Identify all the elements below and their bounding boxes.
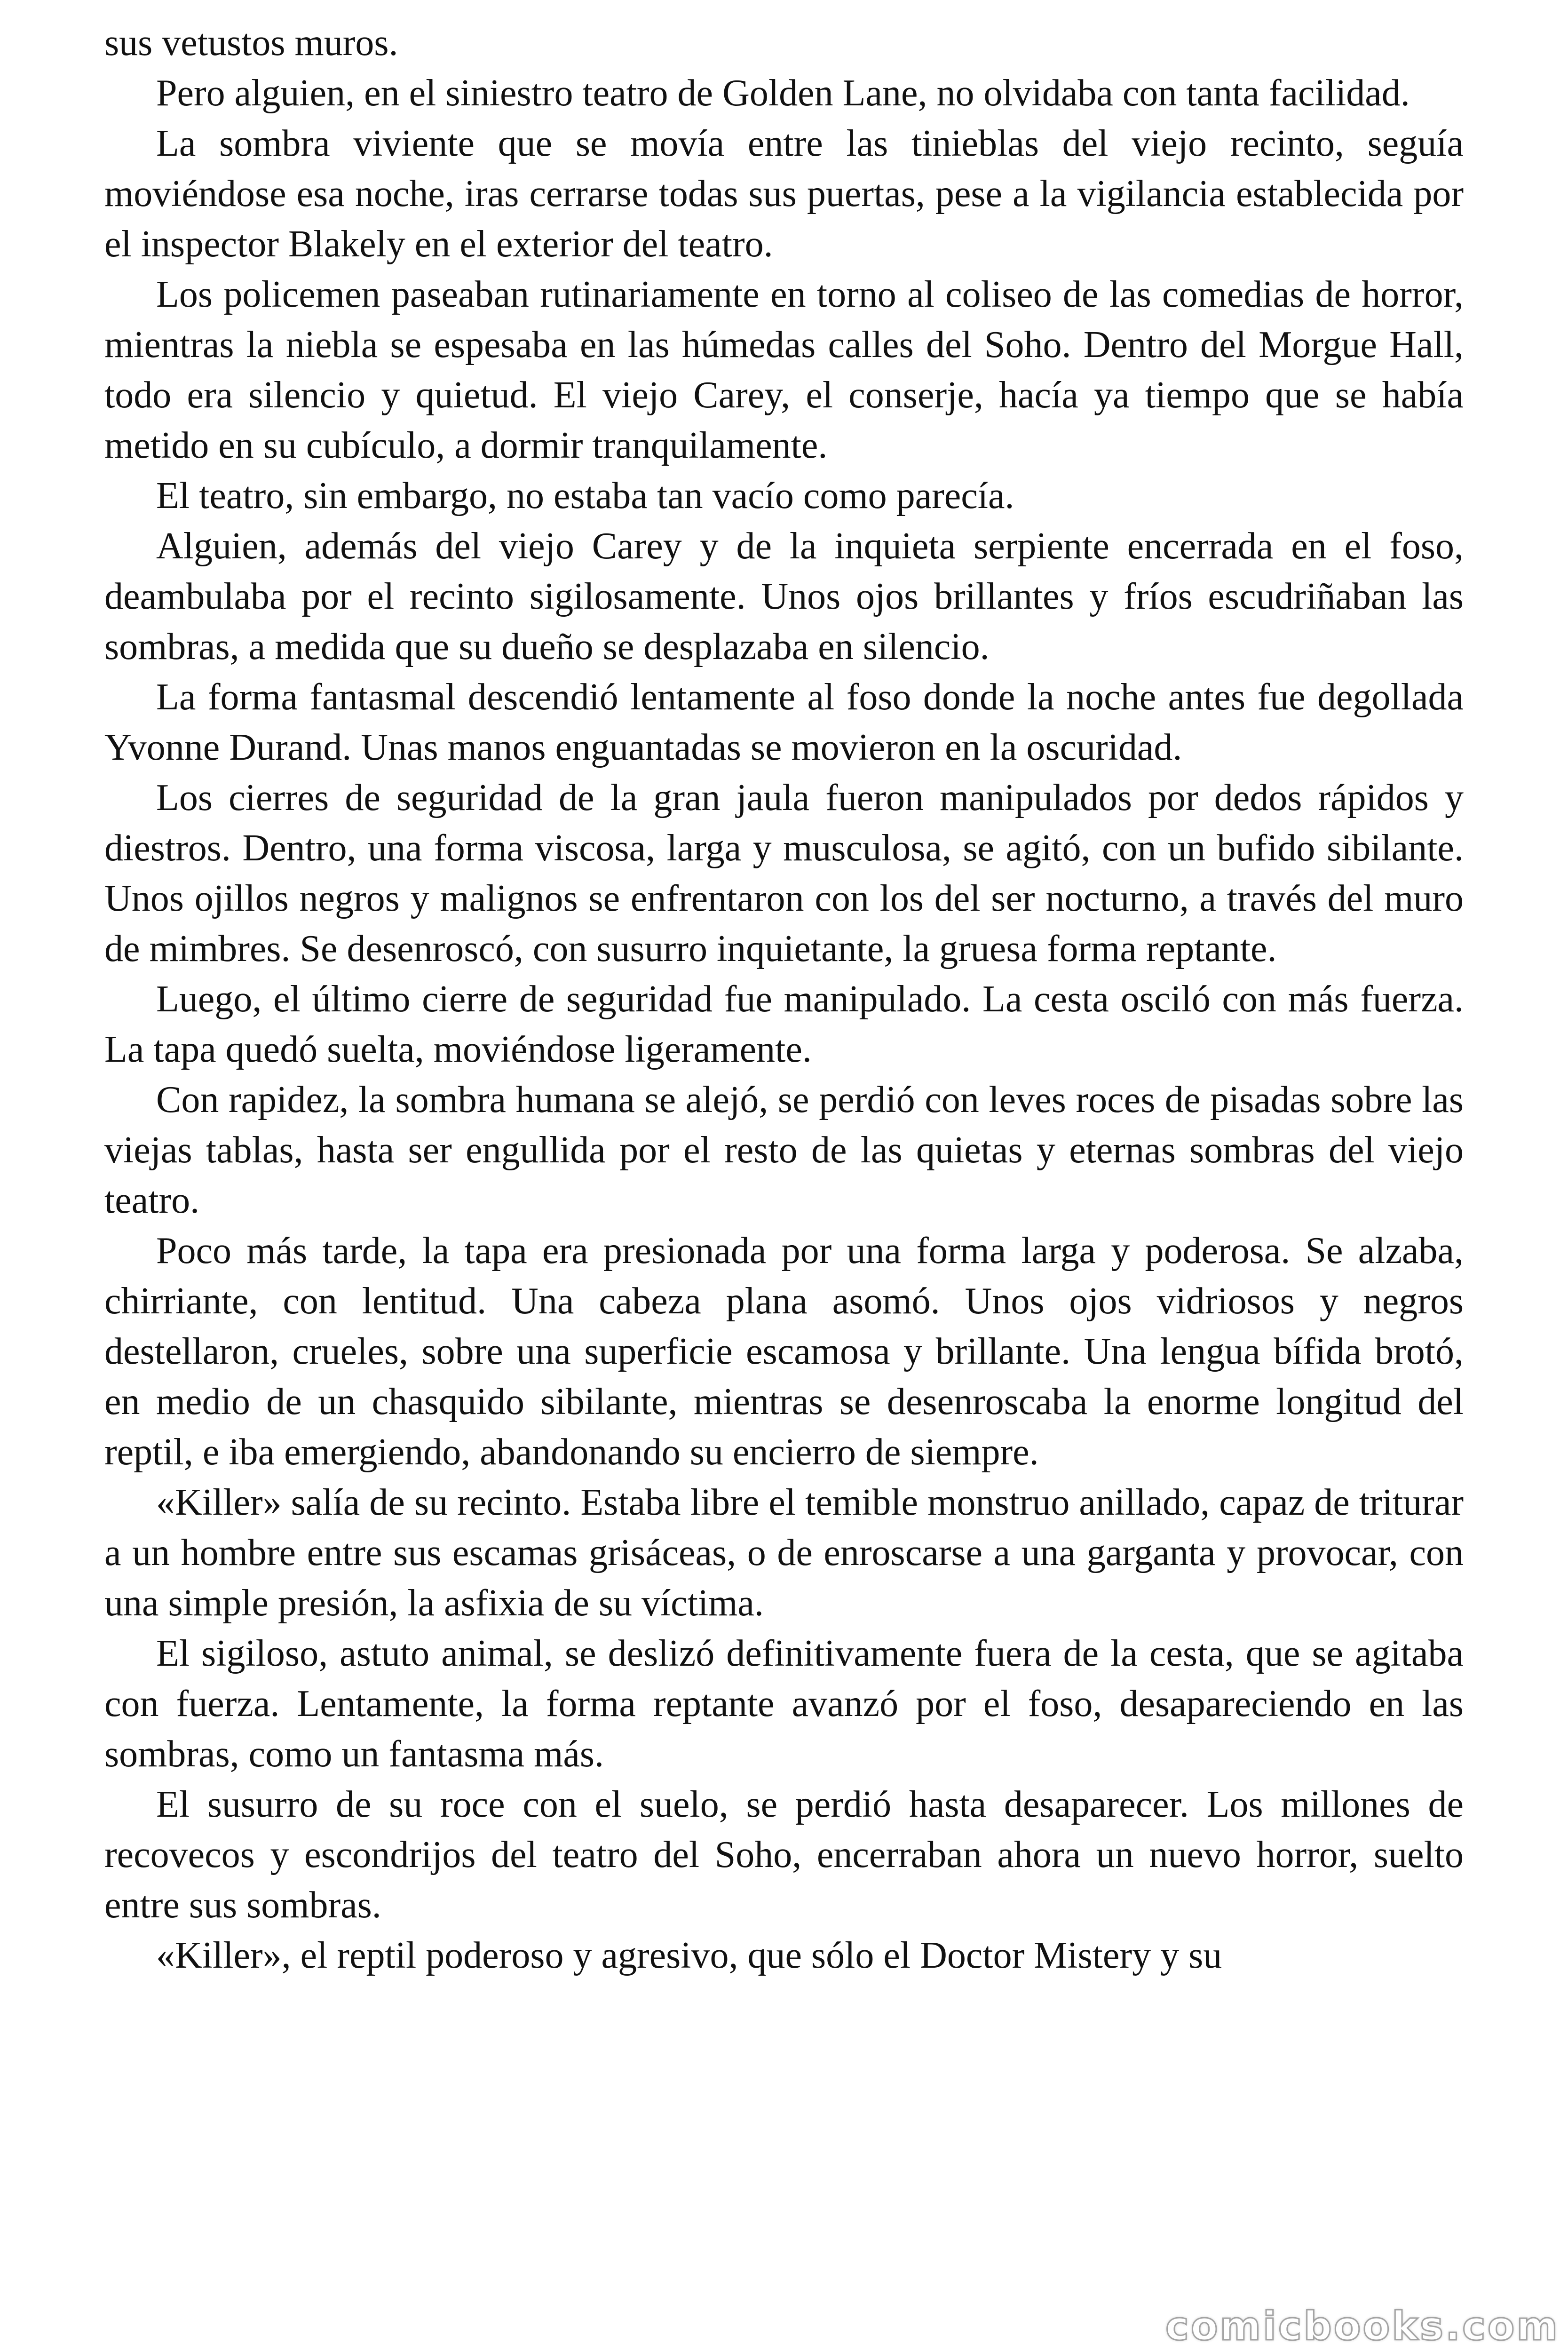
paragraph: Con rapidez, la sombra humana se alejó, se perdió con leves roces de pisadas sobre las viejas tablas, hasta ser engullida por el resto de las quietas y eternas sombras del viejo teatro. [104, 1079, 1464, 1221]
paragraph: El susurro de su roce con el suelo, se perdió hasta desaparecer. Los millones de recovecos y escondrijos del teatro del Soho, encerraban ahora un nuevo horror, suelto entre sus sombras. [104, 1784, 1464, 1926]
paragraph: El sigiloso, astuto animal, se deslizó definitivamente fuera de la cesta, que se agitaba con fuerza. Lentamente, la forma reptante avanzó por el foso, desapareciendo en las sombras, como un fantasma más. [104, 1633, 1464, 1775]
paragraph: El teatro, sin embargo, no estaba tan vacío como parecía. [156, 475, 1014, 516]
paragraph: La forma fantasmal descendió lentamente al foso donde la noche antes fue degollada Yvonne Durand. Unas manos enguantadas se movieron en la oscuridad. [104, 676, 1464, 768]
paragraph: Luego, el último cierre de seguridad fue manipulado. La cesta osciló con más fuerza. La tapa quedó suelta, moviéndose ligeramente. [104, 978, 1464, 1070]
watermark-logo: comicbooks.com [1165, 2303, 1560, 2349]
paragraph: «Killer» salía de su recinto. Estaba libre el temible monstruo anillado, capaz de triturar a un hombre entre sus escamas grisáceas, o de enroscarse a una garganta y provocar, con una simple presión, la asfixia de su víctima. [104, 1482, 1464, 1624]
paragraph: Pero alguien, en el siniestro teatro de Golden Lane, no olvidaba con tanta facilidad. [156, 72, 1410, 114]
paragraph: Alguien, además del viejo Carey y de la inquieta serpiente encerrada en el foso, deambulaba por el recinto sigilosamente. Unos ojos brillantes y fríos escudriñaban las sombras, a medida que su dueño se desplazaba en silencio. [104, 525, 1464, 667]
paragraph: La sombra viviente que se movía entre las tinieblas del viejo recinto, seguía moviéndose esa noche, iras cerrarse todas sus puertas, pese a la vigilancia establecida por el inspector Blakely en el exterior del teatro. [104, 123, 1464, 265]
paragraph: «Killer», el reptil poderoso y agresivo, que sólo el Doctor Mistery y su [156, 1935, 1222, 1976]
paragraph: sus vetustos muros. [104, 22, 398, 64]
body-text [104, 18, 1464, 1981]
paragraph: Los cierres de seguridad de la gran jaula fueron manipulados por dedos rápidos y diestros. Dentro, una forma viscosa, larga y musculosa, se agitó, con un bufido sibilante. Unos ojillos negros y malignos se enfrentaron con los del ser nocturno, a través del muro de mimbres. Se desenroscó, con susurro inquietante, la gruesa forma reptante. [104, 777, 1464, 969]
paragraph: Los policemen paseaban rutinariamente en torno al coliseo de las comedias de horror, mientras la niebla se espesaba en las húmedas calles del Soho. Dentro del Morgue Hall, todo era silencio y quietud. El viejo Carey, el conserje, hacía ya tiempo que se había metido en su cubículo, a dormir tranquilamente. [104, 274, 1464, 466]
paragraph: Poco más tarde, la tapa era presionada por una forma larga y poderosa. Se alzaba, chirriante, con lentitud. Una cabeza plana asomó. Unos ojos vidriosos y negros destellaron, crueles, sobre una superficie escamosa y brillante. Una lengua bífida brotó, en medio de un chasquido sibilante, mientras se desenroscaba la enorme longitud del reptil, e iba emergiendo, abandonando su encierro de siempre. [104, 1230, 1464, 1473]
